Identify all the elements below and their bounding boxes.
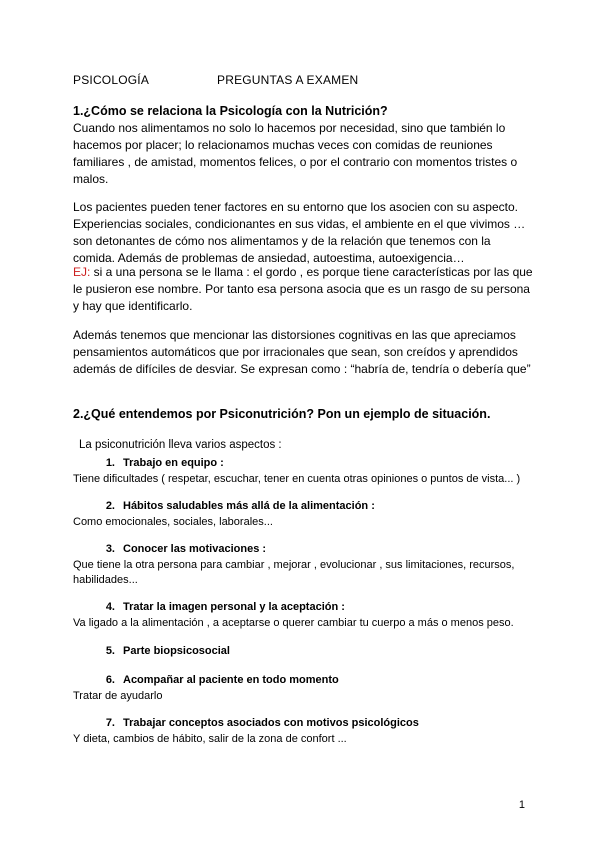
item-heading: Trabajar conceptos asociados con motivos psicológicos	[123, 717, 419, 729]
item-description: Va ligado a la alimentación , a aceptarse o querer cambiar tu cuerpo a más o menos peso.	[73, 617, 514, 629]
example-label: EJ:	[73, 265, 91, 279]
q1-example-paragraph	[73, 264, 533, 315]
item-description: Y dieta, cambios de hábito, salir de la zona de confort ...	[73, 733, 347, 745]
header-subject: PSICOLOGÍA	[73, 73, 150, 87]
q2-intro: La psiconutrición lleva varios aspectos :	[79, 439, 282, 451]
item-number: 2.	[105, 500, 115, 512]
item-description: Tiene dificultades ( respetar, escuchar, tener en cuenta otras opiniones o puntos de vista... )	[73, 473, 521, 485]
item-description: Como emocionales, sociales, laborales...	[73, 516, 273, 528]
item-heading: Tratar la imagen personal y la aceptación :	[123, 601, 345, 613]
page-header	[73, 73, 359, 87]
q1-paragraph-3: Además tenemos que mencionar las distorsiones cognitivas en las que apreciamos pensamientos automáticos que por irracionales que sean, son creídos y aprendidos además de difíciles de desviar. Se expresan como : “habría de, tendría o debería que”	[73, 328, 531, 376]
example-text: si a una persona se le llama : el gordo , es porque tiene características por las que le pusieron ese nombre. Por tanto esa persona asocia que es un rasgo de su persona y hay que identificarlo.	[73, 265, 533, 313]
question-1-title: 1.¿Cómo se relaciona la Psicología con la Nutrición?	[73, 104, 388, 118]
list-item	[73, 457, 543, 487]
item-heading: Hábitos saludables más allá de la alimentación :	[123, 500, 375, 512]
header-title: PREGUNTAS A EXAMEN	[217, 73, 359, 87]
page-number: 1	[518, 799, 525, 811]
item-heading: Conocer las motivaciones :	[123, 543, 267, 555]
item-heading: Acompañar al paciente en todo momento	[123, 674, 339, 686]
item-number: 6.	[105, 674, 115, 686]
list-item	[73, 645, 543, 657]
item-description: Que tiene la otra persona para cambiar , mejorar , evolucionar , sus limitaciones, recursos, habilidades...	[73, 559, 515, 586]
item-heading: Parte biopsicosocial	[123, 645, 230, 657]
question-2-title: 2.¿Qué entendemos por Psiconutrición? Pon un ejemplo de situación.	[73, 407, 491, 421]
item-number: 1.	[105, 457, 115, 469]
item-heading: Trabajo en equipo :	[123, 457, 224, 469]
list-item	[73, 500, 543, 530]
q1-paragraph-2: Los pacientes pueden tener factores en su entorno que los asocien con su aspecto. Experiencias sociales, condicionantes en sus vidas, el ambiente en el que vivimos … son detonantes de cómo nos alimentamos y de la relación que tenemos con la comida. Además de problemas de ansiedad, autoestima, autoexigencia…	[73, 200, 526, 265]
item-number: 5.	[105, 645, 115, 657]
item-description: Tratar de ayudarlo	[73, 690, 163, 702]
list-item	[73, 674, 543, 704]
q1-paragraph-1: Cuando nos alimentamos no solo lo hacemos por necesidad, sino que también lo hacemos por placer; lo relacionamos muchas veces con comidas de reuniones familiares , de amistad, momentos felices, o por el contrario con momentos tristes o malos.	[73, 121, 518, 186]
item-number: 4.	[105, 601, 115, 613]
item-number: 7.	[105, 717, 115, 729]
list-item	[73, 717, 543, 747]
list-item	[73, 543, 543, 588]
list-item	[73, 601, 543, 631]
item-number: 3.	[105, 543, 115, 555]
